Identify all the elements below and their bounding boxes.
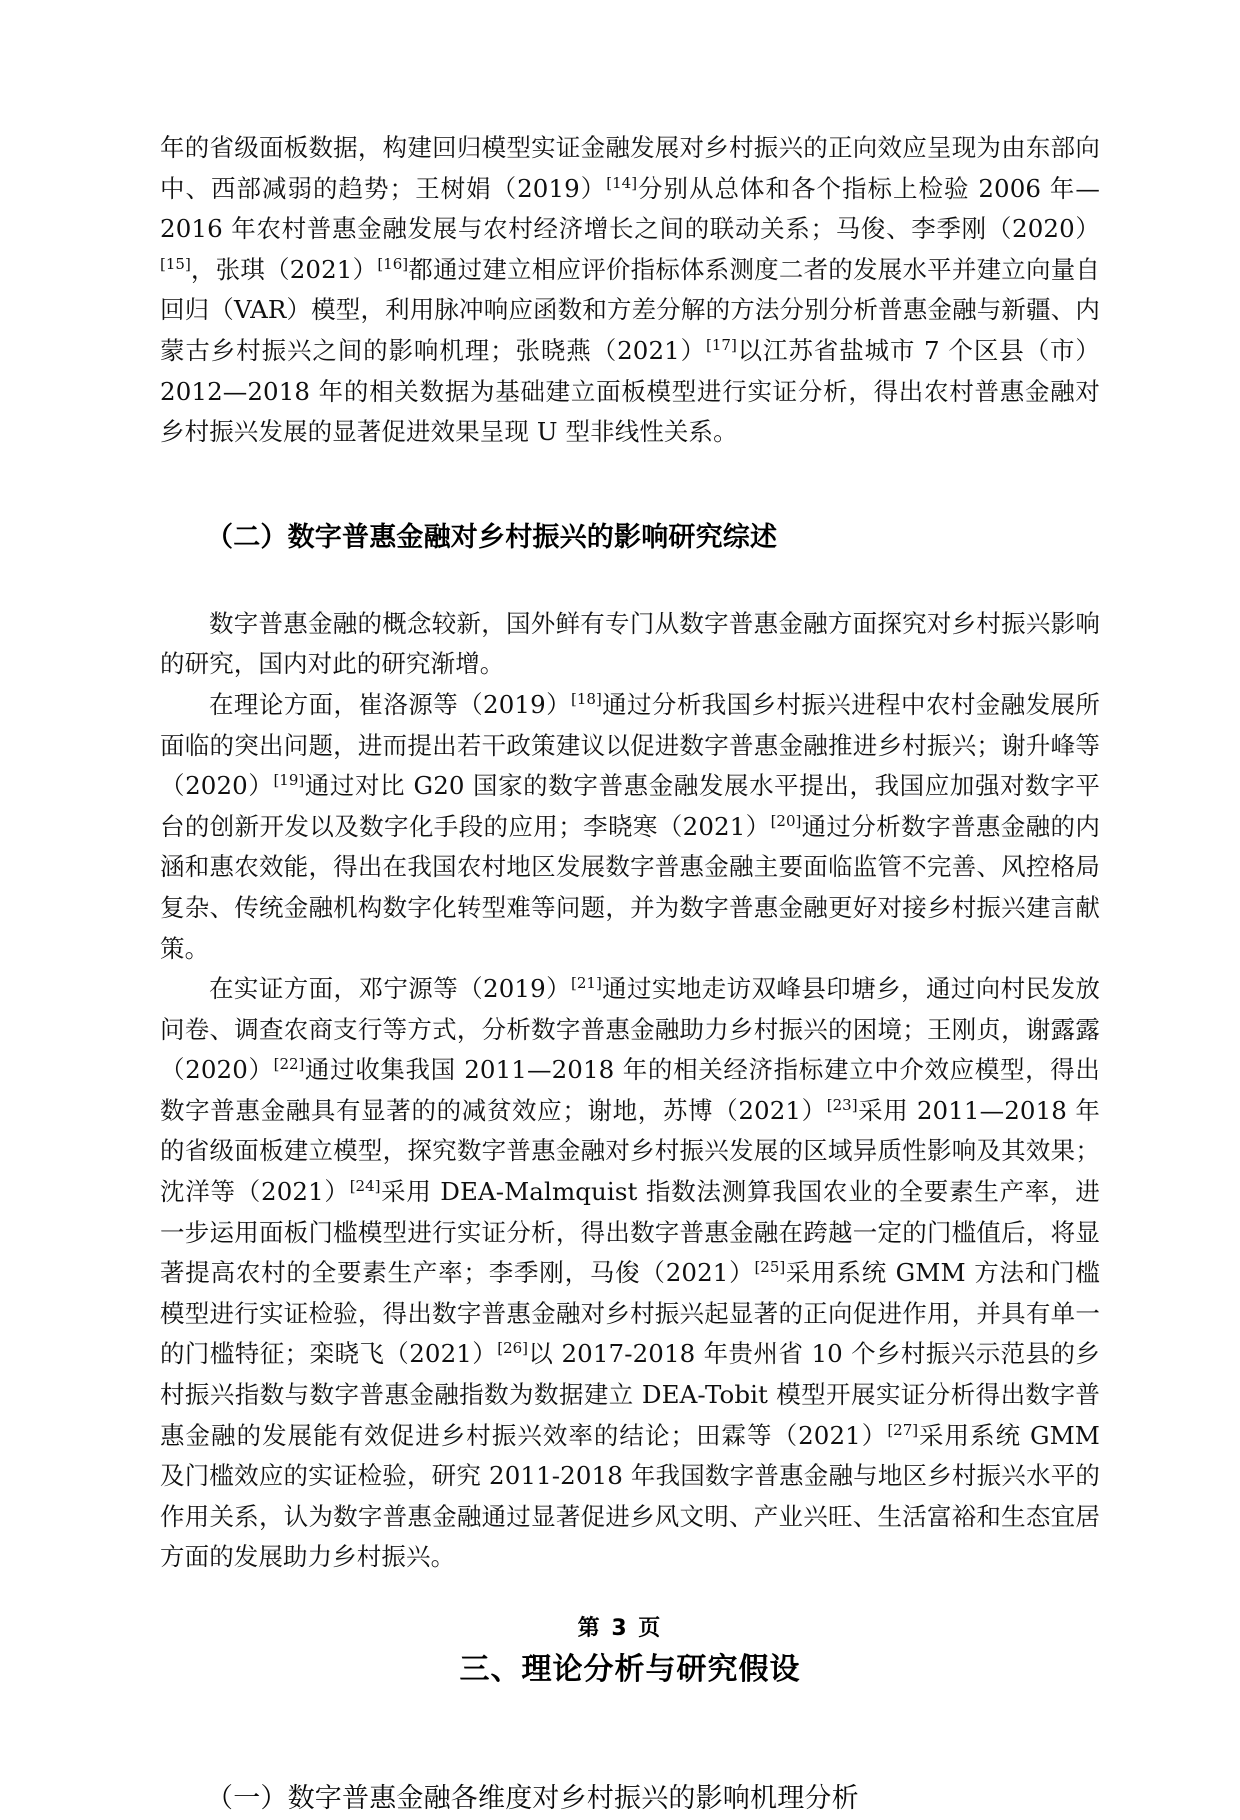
- reference-marker-21: [21]: [571, 973, 602, 992]
- para-text-segment: 采用 DEA-Malmquist 指数法测算我国农业的全要素生产率，进一步运用面板门槛模型进行实证分析，得出数字普惠金融在跨越一定的门槛值后，将显著提高农村的全要素生产率；李季刚，马俊（2021）: [160, 1177, 1100, 1288]
- para-text-segment: 都通过建立相应评价指标体系测度二者的发展水平并建立向量自回归（VAR）模型，利用脉冲响应函数和方差分解的方法分别分析普惠金融与新疆、内蒙古乡村振兴之间的影响机理；张晓燕（2021）: [160, 254, 1101, 365]
- para-text-segment: 在实证方面，邓宁源等（2019）: [209, 974, 571, 1004]
- para-text-segment: 采用系统 GMM 及门槛效应的实证检验，研究 2011-2018 年我国数字普惠金融与地区乡村振兴水平的作用关系，认为数字普惠金融通过显著促进乡风文明、产业兴旺、生活富裕和生态宜居方面的发展助力乡村振兴。: [160, 1420, 1100, 1572]
- reference-marker-20: [20]: [770, 811, 802, 830]
- para-text-segment: 通过对比 G20 国家的数字普惠金融发展水平提出，我国应加强对数字平台的创新开发以及数字化手段的应用；李晓寒（2021）: [160, 771, 1100, 841]
- para-text-segment: 在理论方面，崔洛源等（2019）: [209, 689, 571, 719]
- para-text-segment: 以江苏省盐城市 7 个区县（市）2012—2018 年的相关数据为基础建立面板模型进行实证分析，得出农村普惠金融对乡村振兴发展的显著促进效果呈现 U 型非线性关系。: [160, 335, 1100, 447]
- page-footer: [0, 1611, 1240, 1642]
- paragraph-continued-literature: [160, 128, 1100, 453]
- reference-marker-15: [15]: [160, 254, 191, 273]
- para-text-segment: 以 2017-2018 年贵州省 10 个乡村振兴示范县的乡村振兴指数与数字普惠金融指数为数据建立 DEA-Tobit 模型开展实证分析得出数字普惠金融的发展能有效促进乡村振兴效率的结论；田霖等（2021）: [160, 1339, 1100, 1450]
- reference-marker-14: [14]: [606, 173, 638, 192]
- page-content: [160, 128, 1100, 1820]
- page-number-label: 第 3 页: [577, 1616, 663, 1641]
- para-text-segment: 采用 2011—2018 年的省级面板建立模型，探究数字普惠金融对乡村振兴发展的区域异质性影响及其效果；沈洋等（2021）: [160, 1095, 1100, 1207]
- heading-section-three-sub-one: （一）数字普惠金融各维度对乡村振兴的影响机理分析: [206, 1783, 859, 1814]
- heading-section-two: （二）数字普惠金融对乡村振兴的影响研究综述: [206, 521, 778, 553]
- para-text-segment: 通过实地走访双峰县印塘乡，通过向村民发放问卷、调查农商支行等方式，分析数字普惠金融助力乡村振兴的困境；王刚贞，谢露露（2020）: [160, 974, 1101, 1085]
- reference-marker-18: [18]: [571, 689, 602, 708]
- para-text-segment: 采用系统 GMM 方法和门槛模型进行实证检验，得出数字普惠金融对乡村振兴起显著的正向促进作用，并具有单一的门槛特征；栾晓飞（2021）: [160, 1258, 1100, 1369]
- para-text-segment: 年的省级面板数据，构建回归模型实证金融发展对乡村振兴的正向效应呈现为由东部向中、西部减弱的趋势；王树娟（2019）: [160, 133, 1100, 203]
- paragraph-theory-review: [160, 685, 1100, 969]
- spacer: [160, 1692, 1100, 1778]
- heading-section-three: 三、理论分析与研究假设: [459, 1652, 801, 1687]
- para-text-segment: 分别从总体和各个指标上检验 2006 年—2016 年农村普惠金融发展与农村经济增长之间的联动关系；马俊、李季刚（2020）: [160, 173, 1101, 244]
- reference-marker-22: [22]: [273, 1055, 305, 1074]
- reference-marker-17: [17]: [706, 335, 737, 354]
- para-text-segment: 通过分析数字普惠金融的内涵和惠农效能，得出在我国农村地区发展数字普惠金融主要面临监管不完善、风控格局复杂、传统金融机构数字化转型难等问题，并为数字普惠金融更好对接乡村振兴建言献策。: [160, 811, 1101, 963]
- reference-marker-23: [23]: [826, 1095, 858, 1114]
- para-text-segment: 通过收集我国 2011—2018 年的相关经济指标建立中介效应模型，得出数字普惠金融具有显著的的减贫效应；谢地，苏博（2021）: [160, 1055, 1101, 1125]
- reference-marker-19: [19]: [273, 770, 305, 789]
- reference-marker-25: [25]: [754, 1258, 786, 1277]
- reference-marker-26: [26]: [497, 1339, 529, 1358]
- para-text-segment: ，张琪（2021）: [190, 254, 378, 284]
- reference-marker-16: [16]: [377, 254, 409, 273]
- paragraph-empirical-review: [160, 969, 1100, 1578]
- spacer: [160, 559, 1100, 604]
- paragraph-section-two-intro: 数字普惠金融的概念较新，国外鲜有专门从数字普惠金融方面探究对乡村振兴影响的研究，国内对此的研究渐增。: [160, 608, 1100, 679]
- reference-marker-24: [24]: [349, 1176, 381, 1195]
- spacer: [160, 453, 1100, 517]
- reference-marker-27: [27]: [887, 1420, 919, 1439]
- para-text-segment: 通过分析我国乡村振兴进程中农村金融发展所面临的突出问题，进而提出若干政策建议以促进数字普惠金融推进乡村振兴；谢升峰等（2020）: [160, 689, 1101, 801]
